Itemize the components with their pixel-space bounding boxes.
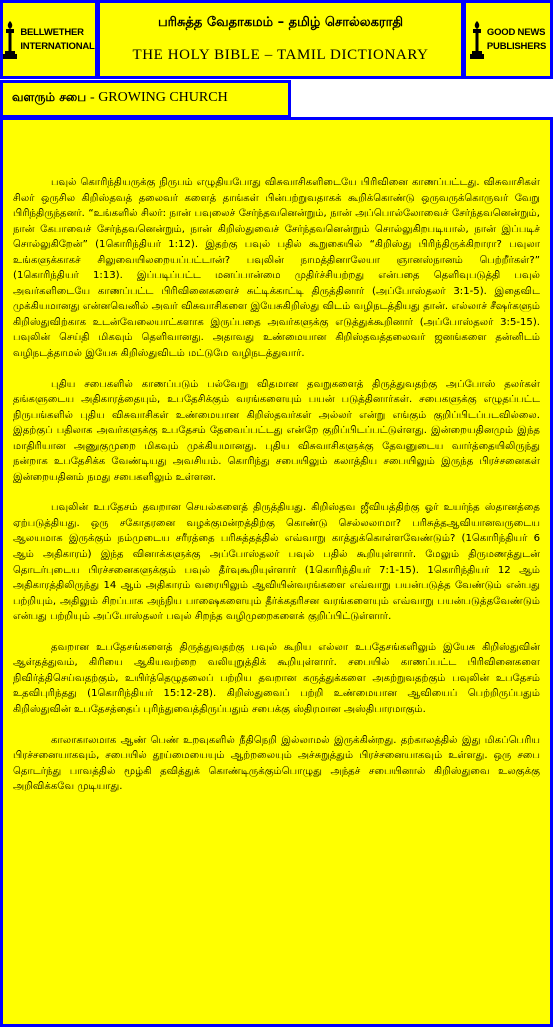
paragraph-3: பவுலின் உபதேசம் தவறான செயல்களைத் திருத்தியது. கிறிஸ்தவ ஜீவியத்திற்கு ஓர் உயர்ந்த ஸ்தானத்தை ஏற்படுத்தியது. ஒரு சகோதரனை வழக்குமன்றத்திற்கு கொண்டு செல்லலாமா? பரிசுத்தஆவியானவருடைய ஆலயமாக இருக்கும் நம்முடைய சரீரத்தை பரிசுத்தத்தில் எவ்வாறு காத்துக்கொள்ளவேண்டும்? (1கொரிந்தியர் 6 ஆம் அதிகாரம்) இந்த வினாக்களுக்கு அப்போஸ்தலர் பவுல் பதில் கூறியுள்ளார். மேலும் திருமணத்துடன் தொடர்புடைய பிரச்சனைகளுக்கும் பவுல் தீர்வுகூறியுள்ளார் (1கொரிந்தியர் 7:1-15). 1கொரிந்தியர் 12 ஆம் அதிகாரத்திலிருந்து 14 ஆம் அதிகாரம் வரையிலும் ஆவியின்வரங்களை எவ்வாறு பயன்படுத்த வேண்டும் என்பது பற்றியும், அதிலும் சிறப்பாக அந்நிய பாஷைகளையும் தீர்க்கதரிசன வரங்களையும் எவ்வாறு பயன்படுத்தவேண்டும் என்பது பற்றியும் அப்போஸ்தலர் பவுல் சிறந்த வழிமுறைகளைக் குறிப்பிட்டுள்ளார். <box>13 502 540 623</box>
paragraph-1: பவுல் கொரிந்தியருக்கு நிருபம் எழுதியபோது விசுவாசிகளிடையே பிரிவினை காணப்பட்டது. விசுவாசிகள் சிலர் ஒருசில கிறிஸ்தவத் தலைவர் களைத் தாங்கள் பின்பற்றுவதாகக் கூறிக்கொண்டு ஒருவருக்கொருவர் வேறு பிரிந்திருந்தனர். “உங்களில் சிலர்: நான் பவுலைச் சேர்ந்தவனென்றும், நான் அப்பொல்லோவைச் சேர்ந்தவனென்றும், நான் கேபாவைச் சேர்ந்தவனென்றும், நான் கிறிஸ்துவைச் சேர்ந்தவனென்றும் சொல்லுகிறபடியால், நான் இப்படிச் சொல்லுகிறேன்” (1கொரிந்தியர் 1:12). இதற்கு பவுல் பதில் கூறுகையில் “கிறிஸ்து பிரிந்திருக்கிறாரா? பவுலா உங்களுக்காகச் சிலுவையிலறையப்பட்டான்? பவுலின் நாமத்தினாலேயா ஞானஸ்நானம் பெற்றீர்கள்?” (1கொரிந்தியர் 1:13). இப்படிப்பட்ட மனப்பான்மை முதிர்ச்சியற்றது என்பதை தெளிவுபடுத்தி பவுல் அவர்களிடையே காணப்பட்ட பிரிவினைகளைச் சுட்டிக்காட்டி திருத்தினார் (அப்போஸ்தலர் 3:1-5). இதைவிட முக்கியமானது என்னவெனில் அவர் விசுவாசிகளை இயேசுகிறிஸ்து விடம் வழிநடத்தியது தான். எல்லாச் சீஷர்களும் கிறிஸ்துவிற்காக உடன்வேலையாட்களாக இருப்பதை அவர்களுக்கு எடுத்துக்கூறினார் (அப்போஸ்தலர் 3:5-15). பவுலின் செய்தி மிகவும் தெளிவானது. அதாவது உண்மையான கிறிஸ்தவத்தலைவர் ஜனங்களை தன்னிடம் வழிநடத்தாமல் இயேசு கிறிஸ்துவிடம் மட்டுமே வழிநடத்துவார். <box>13 177 540 360</box>
dictionary-header <box>97 0 464 79</box>
bellwether-logo-text: BELLWETHER INTERNATIONAL <box>20 26 95 52</box>
section-title <box>12 90 228 106</box>
good-news-logo <box>466 3 550 76</box>
header-title-tamil: பரிசுத்த வேதாகமம் – தமிழ் சொல்லகராதி <box>157 15 404 30</box>
paragraph-4: தவறான உபதேசங்களைத் திருத்துவதற்கு பவுல் கூறிய எல்லா உபதேசங்களிலும் இயேசு கிறிஸ்துவின் ஆள்தத்துவம், கிரியை ஆகியவற்றை வலியுறுத்திக் கூறியுள்ளார். சபையில் காணப்பட்ட பிரிவினைகளை நிவிர்த்திசெய்வதற்கும், உயிர்த்தெழுதலைப் பற்றிய தவறான கருத்துக்களை அகற்றுவதற்கும் பவுலின் உபதேசம் உதவிபுரிந்தது (1கொரிந்தியர் 15:12-28). கிறிஸ்துவைப் பற்றி உண்மையான ஆவியைப் பெற்றிருப்பதும் கிறிஸ்துவின் உபதேசத்தைப் புரிந்துவைத்திருப்பதும் சபைக்கு ஸ்திரமான அஸ்திபாரமாகும். <box>13 641 540 715</box>
section-title-box <box>0 80 291 118</box>
bellwether-logo <box>3 3 95 76</box>
bellwether-logo-panel <box>0 0 98 79</box>
section-title-tamil: வளரும் சபை <box>12 90 87 104</box>
lamp-stand-icon <box>470 20 484 60</box>
section-title-english: - GROWING CHURCH <box>90 90 228 105</box>
lamp-stand-icon <box>3 20 17 60</box>
article-content <box>0 117 553 1027</box>
good-news-logo-panel <box>463 0 553 79</box>
header-title-english: THE HOLY BIBLE – TAMIL DICTIONARY <box>132 47 429 63</box>
good-news-logo-text: GOOD NEWS PUBLISHERS <box>486 26 547 52</box>
article-body <box>13 175 540 810</box>
paragraph-2: புதிய சபைகளில் காணப்படும் பல்வேறு விதமான தவறுகளைத் திருத்துவதற்கு அப்போஸ் தலர்கள் தங்களுடைய அதிகாரத்தையும், உபதேசிக்கும் வரங்களையும் பயன் படுத்தினார்கள். சபைகளுக்கு எழுதப்பட்ட நிருபங்களில் புதிய விசுவாசிகள் உண்மையான கிறிஸ்தவர்கள் அல்லர் என்று எங்கும் குறிப்பிடப்படவில்லை. இதற்குப் பதிலாக அவர்களுக்கு உபதேசம் தேவைப்பட்டது என்றே குறிப்பிடப்பட்டுள்ளது. இன்றையதினமும் இந்த மாதிரியான அணுகுமுறை மிகவும் முக்கியமானது. புதிய விசுவாசிகளுக்கு தேவனுடைய வார்த்தையிலிருந்து நன்றாக உபதேசிக்க வேண்டியது அவசியம். கொரிந்து சபையிலும் கலாத்திய சபையிலும் இருந்த பிரச்சனைகள் இன்றையதினம் நமது சபைகளிலும் உள்ளன. <box>13 378 540 483</box>
paragraph-5: காலாகாலமாக ஆண் பெண் உறவுகளில் நீதிநெறி இல்லாமல் இருக்கின்றது. தற்காலத்தில் இது மிகப்பெரிய பிரச்சனையாகவும், சபையில் தூய்மையையும் ஆற்றலையும் அச்சுறுத்தும் பிரச்சனையாகவும் உள்ளது. ஒரு சபை தொடர்ந்து பாவத்தில் மூழ்கி தவித்துக் கொண்டிருக்கும்பொழுது அந்தச் சபையினால் கிறிஸ்துவை உலகுக்கு அறிவிக்கவே முடியாது. <box>13 734 540 793</box>
